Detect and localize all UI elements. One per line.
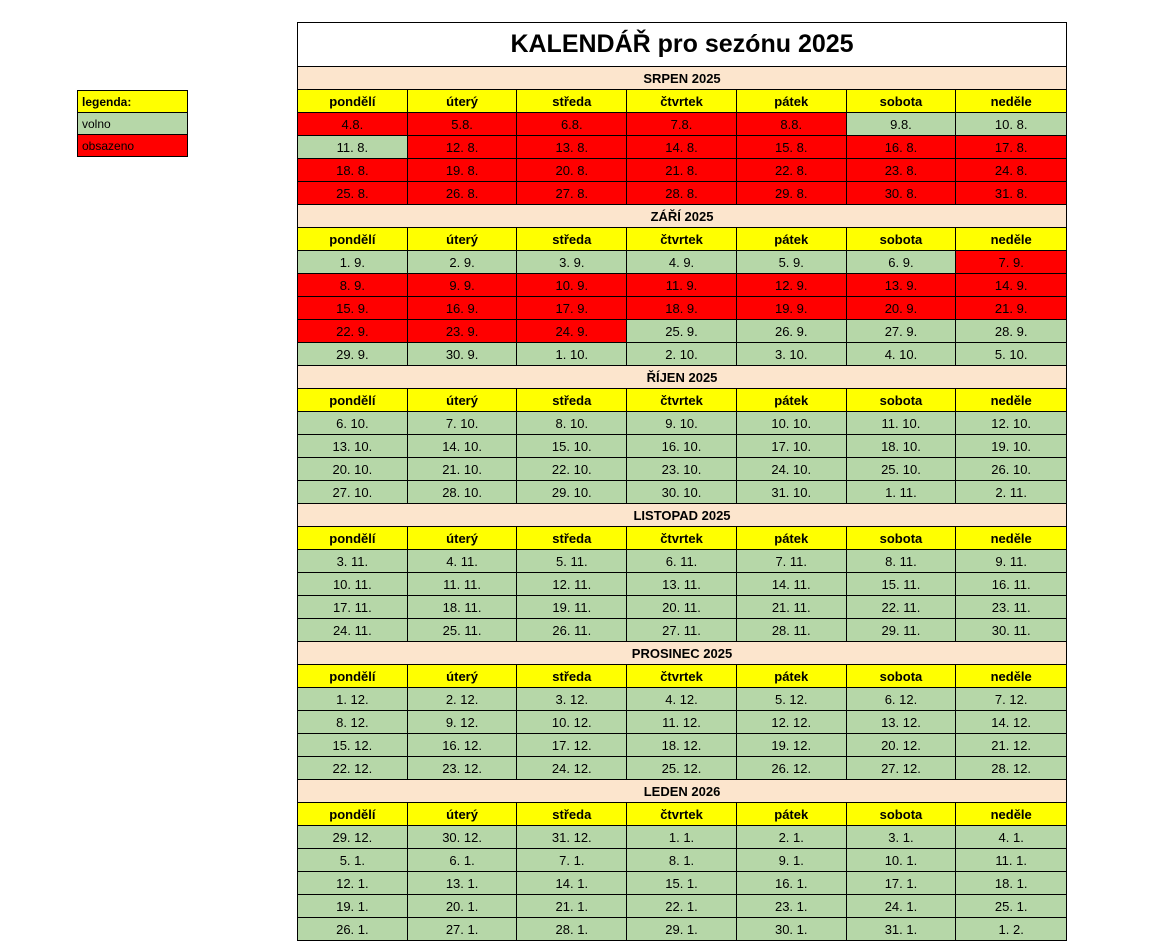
day-cell-free: 5. 12. xyxy=(737,688,847,710)
day-cell-free: 23. 1. xyxy=(737,895,847,917)
day-cell-occupied: 17. 8. xyxy=(956,136,1066,158)
day-cell-free: 13. 1. xyxy=(408,872,518,894)
weekday-header: pondělí xyxy=(298,527,408,549)
months-container xyxy=(297,67,1067,941)
day-cell-free: 20. 11. xyxy=(627,596,737,618)
day-cell-free: 13. 11. xyxy=(627,573,737,595)
weekday-header: sobota xyxy=(847,389,957,411)
day-cell-free: 21. 1. xyxy=(517,895,627,917)
weekday-header: neděle xyxy=(956,90,1066,112)
weekday-header: čtvrtek xyxy=(627,527,737,549)
week-row xyxy=(298,550,1066,573)
day-cell-occupied: 5.8. xyxy=(408,113,518,135)
day-cell-occupied: 22. 8. xyxy=(737,159,847,181)
legend-free: volno xyxy=(78,113,188,135)
weekday-header: středa xyxy=(517,228,627,250)
day-cell-free: 7. 12. xyxy=(956,688,1066,710)
day-cell-free: 4. 9. xyxy=(627,251,737,273)
day-cell-free: 12. 10. xyxy=(956,412,1066,434)
weekday-header: pátek xyxy=(737,665,847,687)
day-cell-free: 29. 11. xyxy=(847,619,957,641)
day-cell-free: 26. 12. xyxy=(737,757,847,779)
week-row xyxy=(298,481,1066,504)
day-cell-free: 25. 10. xyxy=(847,458,957,480)
day-cell-free: 27. 12. xyxy=(847,757,957,779)
day-cell-free: 14. 11. xyxy=(737,573,847,595)
day-cell-free: 28. 11. xyxy=(737,619,847,641)
day-cell-free: 10. 10. xyxy=(737,412,847,434)
week-row xyxy=(298,251,1066,274)
week-row xyxy=(298,918,1066,941)
day-cell-occupied: 21. 8. xyxy=(627,159,737,181)
day-cell-free: 29. 9. xyxy=(298,343,408,365)
week-row xyxy=(298,619,1066,642)
weekday-header: pátek xyxy=(737,90,847,112)
weekday-header: čtvrtek xyxy=(627,90,737,112)
month-header: ZÁŘÍ 2025 xyxy=(298,205,1066,228)
day-cell-free: 30. 1. xyxy=(737,918,847,940)
weekday-header: úterý xyxy=(408,803,518,825)
day-cell-free: 1. 12. xyxy=(298,688,408,710)
day-cell-free: 9. 11. xyxy=(956,550,1066,572)
day-cell-occupied: 12. 8. xyxy=(408,136,518,158)
day-cell-free: 26. 11. xyxy=(517,619,627,641)
week-row xyxy=(298,734,1066,757)
week-row xyxy=(298,849,1066,872)
day-cell-free: 4. 10. xyxy=(847,343,957,365)
day-cell-free: 27. 10. xyxy=(298,481,408,503)
day-cell-free: 5. 9. xyxy=(737,251,847,273)
day-cell-occupied: 4.8. xyxy=(298,113,408,135)
day-cell-free: 6. 10. xyxy=(298,412,408,434)
day-cell-occupied: 13. 9. xyxy=(847,274,957,296)
weekday-header: středa xyxy=(517,803,627,825)
day-cell-free: 20. 1. xyxy=(408,895,518,917)
month-header: SRPEN 2025 xyxy=(298,67,1066,90)
day-cell-free: 28. 9. xyxy=(956,320,1066,342)
month-section xyxy=(297,642,1067,780)
week-row xyxy=(298,872,1066,895)
day-cell-free: 9. 12. xyxy=(408,711,518,733)
day-cell-free: 22. 10. xyxy=(517,458,627,480)
day-cell-free: 17. 11. xyxy=(298,596,408,618)
weekday-header: neděle xyxy=(956,665,1066,687)
day-cell-free: 19. 12. xyxy=(737,734,847,756)
day-cell-free: 17. 1. xyxy=(847,872,957,894)
day-cell-free: 15. 1. xyxy=(627,872,737,894)
day-cell-free: 23. 11. xyxy=(956,596,1066,618)
day-cell-free: 20. 12. xyxy=(847,734,957,756)
day-cell-free: 8. 11. xyxy=(847,550,957,572)
weekday-header: čtvrtek xyxy=(627,389,737,411)
day-cell-free: 29. 1. xyxy=(627,918,737,940)
day-cell-free: 14. 1. xyxy=(517,872,627,894)
day-cell-free: 8. 1. xyxy=(627,849,737,871)
day-cell-free: 16. 11. xyxy=(956,573,1066,595)
day-cell-free: 2. 9. xyxy=(408,251,518,273)
day-cell-occupied: 31. 8. xyxy=(956,182,1066,204)
day-cell-occupied: 8. 9. xyxy=(298,274,408,296)
day-cell-occupied: 7. 9. xyxy=(956,251,1066,273)
page-title: KALENDÁŘ pro sezónu 2025 xyxy=(297,22,1067,67)
day-cell-occupied: 30. 8. xyxy=(847,182,957,204)
weekday-header: úterý xyxy=(408,90,518,112)
day-cell-free: 6. 1. xyxy=(408,849,518,871)
day-cell-free: 8. 12. xyxy=(298,711,408,733)
day-cell-free: 24. 10. xyxy=(737,458,847,480)
day-cell-free: 2. 1. xyxy=(737,826,847,848)
weekday-header: pátek xyxy=(737,389,847,411)
day-cell-free: 13. 12. xyxy=(847,711,957,733)
day-cell-free: 1. 11. xyxy=(847,481,957,503)
day-cell-free: 15. 12. xyxy=(298,734,408,756)
day-cell-free: 17. 10. xyxy=(737,435,847,457)
weekday-header: pondělí xyxy=(298,665,408,687)
day-cell-free: 26. 10. xyxy=(956,458,1066,480)
day-cell-free: 12. 11. xyxy=(517,573,627,595)
day-cell-free: 21. 12. xyxy=(956,734,1066,756)
legend xyxy=(77,90,188,157)
weekday-header: středa xyxy=(517,665,627,687)
month-section xyxy=(297,366,1067,504)
day-cell-free: 9.8. xyxy=(847,113,957,135)
week-row xyxy=(298,596,1066,619)
day-cell-free: 19. 1. xyxy=(298,895,408,917)
month-header: PROSINEC 2025 xyxy=(298,642,1066,665)
day-cell-free: 15. 11. xyxy=(847,573,957,595)
day-cell-occupied: 24. 8. xyxy=(956,159,1066,181)
weekday-header: pátek xyxy=(737,228,847,250)
day-cell-occupied: 19. 8. xyxy=(408,159,518,181)
day-cell-free: 4. 1. xyxy=(956,826,1066,848)
day-cell-free: 24. 12. xyxy=(517,757,627,779)
weekday-header: sobota xyxy=(847,803,957,825)
month-section xyxy=(297,504,1067,642)
week-row xyxy=(298,711,1066,734)
weekday-header-row xyxy=(298,90,1066,113)
legend-occupied: obsazeno xyxy=(78,135,188,157)
day-cell-free: 5. 11. xyxy=(517,550,627,572)
day-cell-occupied: 19. 9. xyxy=(737,297,847,319)
day-cell-free: 9. 10. xyxy=(627,412,737,434)
day-cell-free: 28. 1. xyxy=(517,918,627,940)
day-cell-free: 15. 10. xyxy=(517,435,627,457)
month-header: ŘÍJEN 2025 xyxy=(298,366,1066,389)
day-cell-occupied: 24. 9. xyxy=(517,320,627,342)
day-cell-occupied: 6.8. xyxy=(517,113,627,135)
weekday-header: pondělí xyxy=(298,389,408,411)
day-cell-occupied: 18. 8. xyxy=(298,159,408,181)
day-cell-occupied: 27. 8. xyxy=(517,182,627,204)
day-cell-free: 11. 12. xyxy=(627,711,737,733)
day-cell-free: 11. 11. xyxy=(408,573,518,595)
day-cell-free: 14. 10. xyxy=(408,435,518,457)
day-cell-free: 12. 1. xyxy=(298,872,408,894)
day-cell-free: 2. 11. xyxy=(956,481,1066,503)
weekday-header: neděle xyxy=(956,527,1066,549)
weekday-header-row xyxy=(298,228,1066,251)
week-row xyxy=(298,320,1066,343)
day-cell-occupied: 8.8. xyxy=(737,113,847,135)
day-cell-free: 23. 10. xyxy=(627,458,737,480)
day-cell-free: 28. 10. xyxy=(408,481,518,503)
week-row xyxy=(298,412,1066,435)
day-cell-free: 26. 9. xyxy=(737,320,847,342)
day-cell-free: 24. 1. xyxy=(847,895,957,917)
weekday-header: úterý xyxy=(408,228,518,250)
day-cell-free: 10. 8. xyxy=(956,113,1066,135)
day-cell-free: 13. 10. xyxy=(298,435,408,457)
week-row xyxy=(298,573,1066,596)
week-row xyxy=(298,182,1066,205)
week-row xyxy=(298,458,1066,481)
day-cell-free: 1. 1. xyxy=(627,826,737,848)
day-cell-free: 3. 9. xyxy=(517,251,627,273)
weekday-header-row xyxy=(298,527,1066,550)
day-cell-free: 1. 2. xyxy=(956,918,1066,940)
weekday-header: úterý xyxy=(408,389,518,411)
week-row xyxy=(298,343,1066,366)
day-cell-free: 2. 10. xyxy=(627,343,737,365)
day-cell-free: 3. 10. xyxy=(737,343,847,365)
day-cell-free: 16. 1. xyxy=(737,872,847,894)
day-cell-free: 30. 9. xyxy=(408,343,518,365)
day-cell-free: 10. 11. xyxy=(298,573,408,595)
day-cell-free: 30. 11. xyxy=(956,619,1066,641)
week-row xyxy=(298,274,1066,297)
day-cell-free: 24. 11. xyxy=(298,619,408,641)
day-cell-free: 5. 10. xyxy=(956,343,1066,365)
weekday-header: úterý xyxy=(408,527,518,549)
day-cell-free: 22. 12. xyxy=(298,757,408,779)
day-cell-free: 7. 11. xyxy=(737,550,847,572)
day-cell-free: 4. 12. xyxy=(627,688,737,710)
month-section xyxy=(297,67,1067,205)
day-cell-occupied: 25. 8. xyxy=(298,182,408,204)
day-cell-free: 11. 10. xyxy=(847,412,957,434)
day-cell-free: 6. 11. xyxy=(627,550,737,572)
day-cell-free: 25. 1. xyxy=(956,895,1066,917)
day-cell-occupied: 15. 8. xyxy=(737,136,847,158)
day-cell-free: 22. 1. xyxy=(627,895,737,917)
weekday-header: čtvrtek xyxy=(627,665,737,687)
weekday-header: pondělí xyxy=(298,90,408,112)
day-cell-free: 3. 1. xyxy=(847,826,957,848)
day-cell-free: 4. 11. xyxy=(408,550,518,572)
day-cell-free: 6. 12. xyxy=(847,688,957,710)
day-cell-free: 17. 12. xyxy=(517,734,627,756)
day-cell-free: 29. 12. xyxy=(298,826,408,848)
day-cell-free: 18. 11. xyxy=(408,596,518,618)
weekday-header: pondělí xyxy=(298,803,408,825)
day-cell-free: 31. 12. xyxy=(517,826,627,848)
calendar xyxy=(297,22,1067,941)
day-cell-free: 18. 1. xyxy=(956,872,1066,894)
day-cell-free: 16. 10. xyxy=(627,435,737,457)
day-cell-occupied: 23. 8. xyxy=(847,159,957,181)
week-row xyxy=(298,757,1066,780)
day-cell-occupied: 15. 9. xyxy=(298,297,408,319)
day-cell-free: 3. 11. xyxy=(298,550,408,572)
day-cell-free: 10. 1. xyxy=(847,849,957,871)
day-cell-free: 11. 8. xyxy=(298,136,408,158)
day-cell-occupied: 12. 9. xyxy=(737,274,847,296)
day-cell-free: 27. 1. xyxy=(408,918,518,940)
day-cell-free: 3. 12. xyxy=(517,688,627,710)
weekday-header: sobota xyxy=(847,228,957,250)
weekday-header-row xyxy=(298,389,1066,412)
day-cell-free: 5. 1. xyxy=(298,849,408,871)
week-row xyxy=(298,435,1066,458)
day-cell-occupied: 7.8. xyxy=(627,113,737,135)
day-cell-free: 11. 1. xyxy=(956,849,1066,871)
weekday-header: čtvrtek xyxy=(627,803,737,825)
week-row xyxy=(298,895,1066,918)
month-section xyxy=(297,780,1067,941)
weekday-header: středa xyxy=(517,527,627,549)
weekday-header-row xyxy=(298,803,1066,826)
week-row xyxy=(298,688,1066,711)
day-cell-free: 19. 11. xyxy=(517,596,627,618)
day-cell-free: 14. 12. xyxy=(956,711,1066,733)
day-cell-occupied: 23. 9. xyxy=(408,320,518,342)
day-cell-free: 29. 10. xyxy=(517,481,627,503)
weekday-header: neděle xyxy=(956,228,1066,250)
weekday-header: neděle xyxy=(956,389,1066,411)
day-cell-free: 25. 9. xyxy=(627,320,737,342)
weekday-header: úterý xyxy=(408,665,518,687)
week-row xyxy=(298,136,1066,159)
day-cell-free: 21. 10. xyxy=(408,458,518,480)
month-header: LISTOPAD 2025 xyxy=(298,504,1066,527)
day-cell-occupied: 16. 9. xyxy=(408,297,518,319)
day-cell-free: 18. 12. xyxy=(627,734,737,756)
day-cell-occupied: 14. 8. xyxy=(627,136,737,158)
weekday-header: čtvrtek xyxy=(627,228,737,250)
day-cell-free: 27. 9. xyxy=(847,320,957,342)
day-cell-free: 19. 10. xyxy=(956,435,1066,457)
day-cell-free: 7. 1. xyxy=(517,849,627,871)
day-cell-free: 28. 12. xyxy=(956,757,1066,779)
day-cell-free: 12. 12. xyxy=(737,711,847,733)
week-row xyxy=(298,159,1066,182)
day-cell-free: 22. 11. xyxy=(847,596,957,618)
weekday-header: sobota xyxy=(847,90,957,112)
day-cell-free: 20. 10. xyxy=(298,458,408,480)
weekday-header: pátek xyxy=(737,527,847,549)
day-cell-free: 1. 10. xyxy=(517,343,627,365)
week-row xyxy=(298,826,1066,849)
weekday-header: pondělí xyxy=(298,228,408,250)
day-cell-free: 9. 1. xyxy=(737,849,847,871)
day-cell-occupied: 28. 8. xyxy=(627,182,737,204)
day-cell-occupied: 29. 8. xyxy=(737,182,847,204)
day-cell-occupied: 14. 9. xyxy=(956,274,1066,296)
day-cell-occupied: 22. 9. xyxy=(298,320,408,342)
day-cell-occupied: 11. 9. xyxy=(627,274,737,296)
weekday-header: neděle xyxy=(956,803,1066,825)
week-row xyxy=(298,113,1066,136)
month-section xyxy=(297,205,1067,366)
day-cell-free: 16. 12. xyxy=(408,734,518,756)
day-cell-free: 26. 1. xyxy=(298,918,408,940)
day-cell-occupied: 16. 8. xyxy=(847,136,957,158)
day-cell-free: 10. 12. xyxy=(517,711,627,733)
day-cell-free: 23. 12. xyxy=(408,757,518,779)
week-row xyxy=(298,297,1066,320)
day-cell-free: 6. 9. xyxy=(847,251,957,273)
day-cell-free: 30. 10. xyxy=(627,481,737,503)
day-cell-occupied: 20. 9. xyxy=(847,297,957,319)
day-cell-occupied: 17. 9. xyxy=(517,297,627,319)
weekday-header-row xyxy=(298,665,1066,688)
day-cell-free: 31. 10. xyxy=(737,481,847,503)
day-cell-occupied: 13. 8. xyxy=(517,136,627,158)
day-cell-occupied: 20. 8. xyxy=(517,159,627,181)
weekday-header: sobota xyxy=(847,527,957,549)
weekday-header: pátek xyxy=(737,803,847,825)
weekday-header: sobota xyxy=(847,665,957,687)
day-cell-free: 1. 9. xyxy=(298,251,408,273)
day-cell-occupied: 9. 9. xyxy=(408,274,518,296)
day-cell-free: 2. 12. xyxy=(408,688,518,710)
day-cell-free: 31. 1. xyxy=(847,918,957,940)
day-cell-free: 27. 11. xyxy=(627,619,737,641)
day-cell-occupied: 10. 9. xyxy=(517,274,627,296)
day-cell-occupied: 21. 9. xyxy=(956,297,1066,319)
day-cell-free: 25. 11. xyxy=(408,619,518,641)
day-cell-occupied: 18. 9. xyxy=(627,297,737,319)
weekday-header: středa xyxy=(517,90,627,112)
day-cell-free: 7. 10. xyxy=(408,412,518,434)
day-cell-free: 21. 11. xyxy=(737,596,847,618)
day-cell-occupied: 26. 8. xyxy=(408,182,518,204)
day-cell-free: 18. 10. xyxy=(847,435,957,457)
weekday-header: středa xyxy=(517,389,627,411)
day-cell-free: 30. 12. xyxy=(408,826,518,848)
month-header: LEDEN 2026 xyxy=(298,780,1066,803)
legend-header: legenda: xyxy=(78,91,188,113)
day-cell-free: 25. 12. xyxy=(627,757,737,779)
day-cell-free: 8. 10. xyxy=(517,412,627,434)
